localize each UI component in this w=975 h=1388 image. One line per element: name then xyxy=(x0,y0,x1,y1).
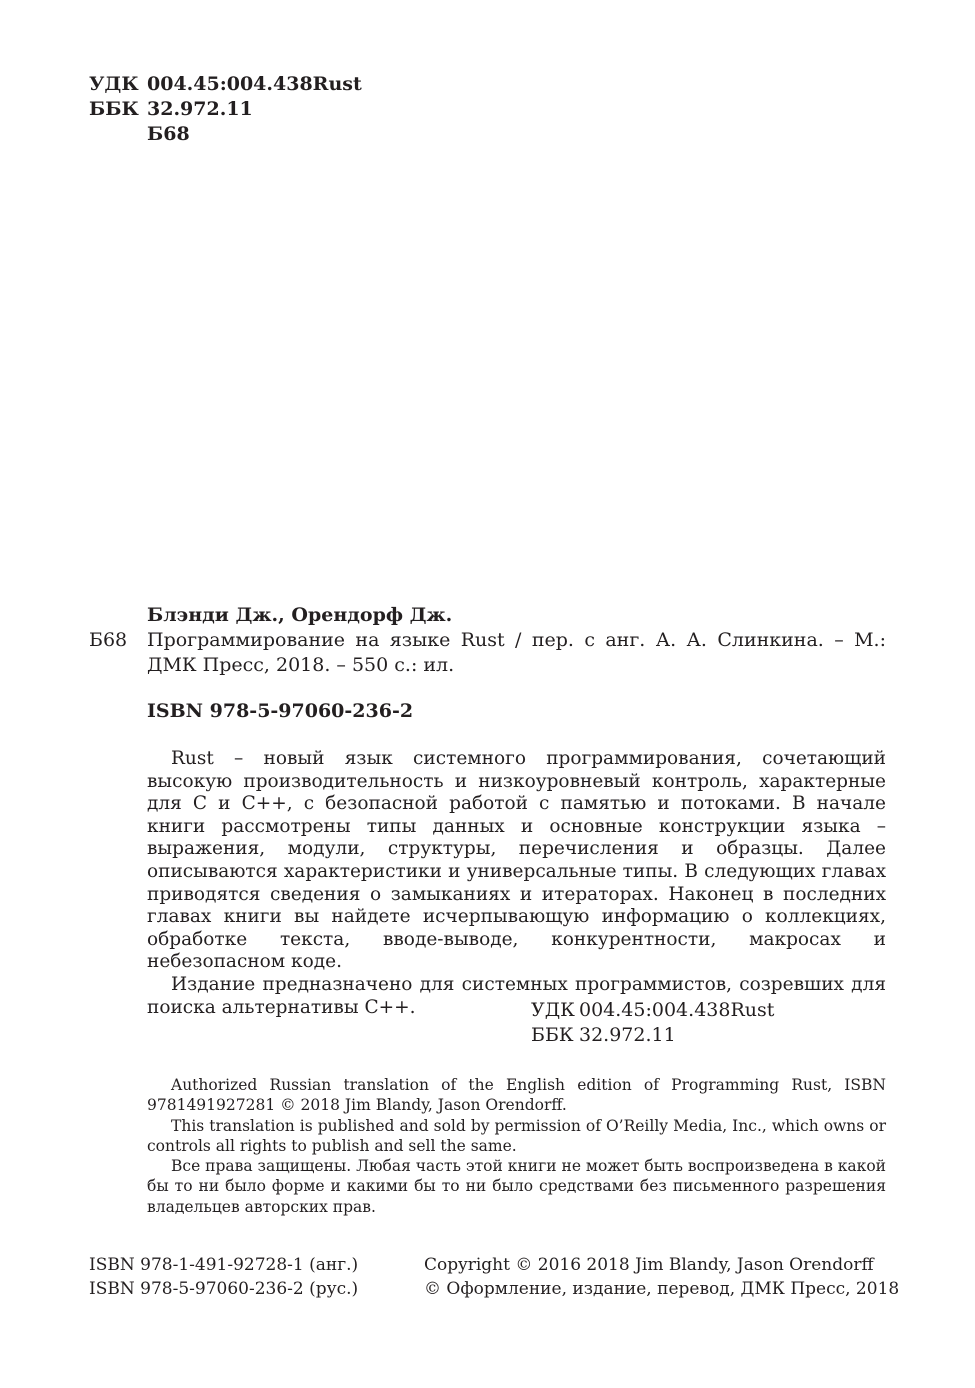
copyright-notes xyxy=(147,1075,886,1217)
bottom-classification xyxy=(531,998,774,1048)
bibliographic-record xyxy=(89,603,886,724)
annotation xyxy=(147,748,886,1019)
copyright-russian: © Оформление, издание, перевод, ДМК Пресс, 2018 xyxy=(424,1279,900,1299)
permission-note: This translation is published and sold by permission of O’Reilly Media, Inc., which owns or controls all rights to publish and sell the same. xyxy=(147,1116,886,1155)
annotation-paragraph: Rust – новый язык системного программирования, сочетающий высокую производительность и низкоуровневый контроль, характерные для C и C++, с безопасной работой с памятью и потоками. В начале книги рассмотрены типы данных и основные конструкции языка – выражения, модули, структуры, перечисления и образцы. Далее описываются характеристики и универсальные типы. В следующих главах приводятся сведения о замыканиях и итераторах. Наконец в последних главах книги вы найдете исчерпывающую информацию о коллекциях, обработке текста, вводе-выводе, конкурентности, макросах и небезопасном коде. xyxy=(147,748,886,973)
udk-label: УДК xyxy=(531,999,575,1021)
bbk-label: ББК xyxy=(531,1024,574,1046)
footer-copyright xyxy=(424,1253,899,1301)
record-text: Программирование на языке Rust / пер. с анг. А. А. Слинкина. – М.: ДМК Пресс, 2018. – 550 с.: ил. xyxy=(147,629,886,676)
bbk-value: 32.972.11 xyxy=(147,98,253,120)
udk-label: УДК xyxy=(89,73,139,95)
isbn-english: ISBN 978-1-491-92728-1 (анг.) xyxy=(89,1255,359,1275)
udk-value: 004.45:004.438Rust xyxy=(147,73,362,95)
bbk-row xyxy=(89,97,362,122)
isbn-main: ISBN 978-5-97060-236-2 xyxy=(147,700,414,722)
bbk-value: 32.972.11 xyxy=(579,1024,676,1046)
author-mark: Б68 xyxy=(147,123,190,145)
top-classification xyxy=(89,72,362,147)
annotation-paragraph: Издание предназначено для системных программистов, созревших для поиска альтернативы C++. xyxy=(147,973,886,1018)
record-row xyxy=(89,628,886,678)
rights-note: Все права защищены. Любая часть этой книги не может быть воспроизведена в какой бы то ни было форме и какими бы то ни было средствами без письменного разрешения владельцев авторских прав. xyxy=(147,1157,887,1216)
isbn-russian: ISBN 978-5-97060-236-2 (рус.) xyxy=(89,1279,359,1299)
udk-row xyxy=(531,998,774,1023)
bbk-label: ББК xyxy=(89,98,139,120)
author-mark-row xyxy=(89,122,362,147)
authors: Блэнди Дж., Орендорф Дж. xyxy=(147,604,453,626)
footer-isbn xyxy=(89,1253,358,1301)
udk-row xyxy=(89,72,362,97)
bbk-row xyxy=(531,1023,774,1048)
copyright-english: Copyright © 2016 2018 Jim Blandy, Jason Orendorff xyxy=(424,1255,874,1275)
authorized-translation-note: Authorized Russian translation of the English edition of Programming Rust, ISBN 9781491927281 © 2018 Jim Blandy, Jason Orendorff. xyxy=(147,1076,886,1115)
udk-value: 004.45:004.438Rust xyxy=(579,999,775,1021)
record-author-mark: Б68 xyxy=(89,629,128,651)
